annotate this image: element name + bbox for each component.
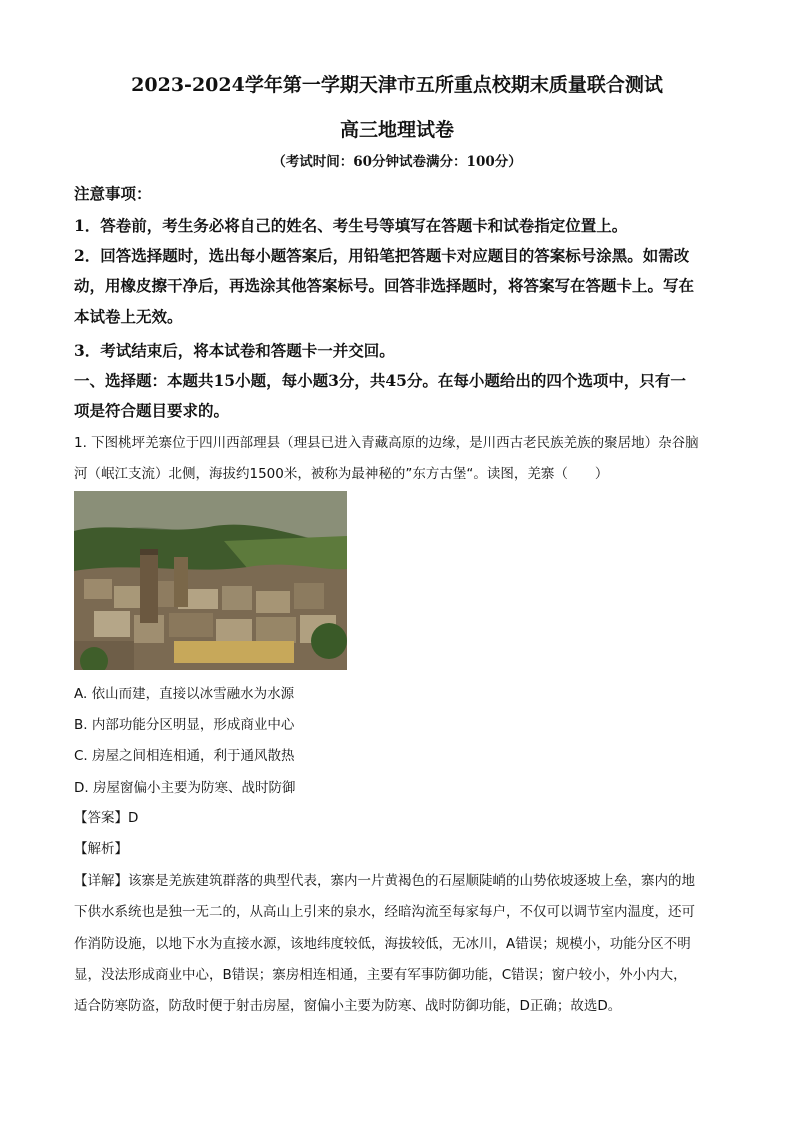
note-2-line-1: 2．回答选择题时，选出每小题答案后，用铅笔把答题卡对应题目的答案标号涂黑。如需改 bbox=[74, 246, 690, 265]
qiang-village-photo bbox=[74, 491, 347, 670]
detail-line-5: 适合防寒防盗，防敌时便于射击房屋，窗偏小主要为防寒、战时防御功能，D正确；故选D。 bbox=[74, 998, 622, 1014]
option-b: B. 内部功能分区明显，形成商业中心 bbox=[74, 717, 295, 733]
option-a: A. 依山而建，直接以冰雪融水为水源 bbox=[74, 686, 295, 702]
note-2-line-2: 动，用橡皮擦干净后，再选涂其他答案标号。回答非选择题时，将答案写在答题卡上。写在 bbox=[74, 276, 695, 295]
answer: 【答案】D bbox=[74, 810, 139, 826]
option-c: C. 房屋之间相连相通，利于通风散热 bbox=[74, 748, 295, 764]
detail-line-1: 【详解】该寨是羌族建筑群落的典型代表，寨内一片黄褐色的石屋顺陡峭的山势依坡逐坡上垒，寨内的地 bbox=[74, 873, 695, 889]
exam-info: （考试时间：60分钟试卷满分：100分） bbox=[272, 154, 522, 170]
section-heading-line-1: 一、选择题：本题共15小题，每小题3分，共45分。在每小题给出的四个选项中，只有一 bbox=[74, 371, 686, 390]
exam-subtitle: 高三地理试卷 bbox=[339, 119, 454, 141]
analysis-label: 【解析】 bbox=[74, 841, 128, 857]
notes-heading: 注意事项： bbox=[74, 184, 152, 203]
detail-line-2: 下供水系统也是独一无二的，从高山上引来的泉水，经暗沟流至每家每户，不仅可以调节室内温度，还可 bbox=[74, 904, 695, 920]
note-1: 1．答卷前，考生务必将自己的姓名、考生号等填写在答题卡和试卷指定位置上。 bbox=[74, 216, 628, 235]
exam-title: 2023-2024学年第一学期天津市五所重点校期末质量联合测试 bbox=[131, 74, 663, 96]
note-2-line-3: 本试卷上无效。 bbox=[74, 307, 183, 326]
option-d: D. 房屋窗偏小主要为防寒、战时防御 bbox=[74, 780, 296, 796]
detail-line-4: 显，没法形成商业中心，B错误；寨房相连相通，主要有军事防御功能，C错误；窗户较小，外小内大， bbox=[74, 967, 687, 983]
note-3: 3．考试结束后，将本试卷和答题卡一并交回。 bbox=[74, 341, 395, 360]
question-stem-line-2: 河（岷江支流）北侧，海拔约1500米，被称为最神秘的”东方古堡“。读图，羌寨（ ） bbox=[74, 466, 609, 482]
detail-line-3: 作消防设施，以地下水为直接水源，该地纬度较低，海拔较低，无冰川，A错误；规模小，功能分区不明 bbox=[74, 936, 691, 952]
section-heading-line-2: 项是符合题目要求的。 bbox=[74, 401, 230, 420]
question-stem-line-1: 1. 下图桃坪羌寨位于四川西部理县（理县已进入青藏高原的边缘，是川西古老民族羌族的聚居地）杂谷脑 bbox=[74, 435, 699, 451]
